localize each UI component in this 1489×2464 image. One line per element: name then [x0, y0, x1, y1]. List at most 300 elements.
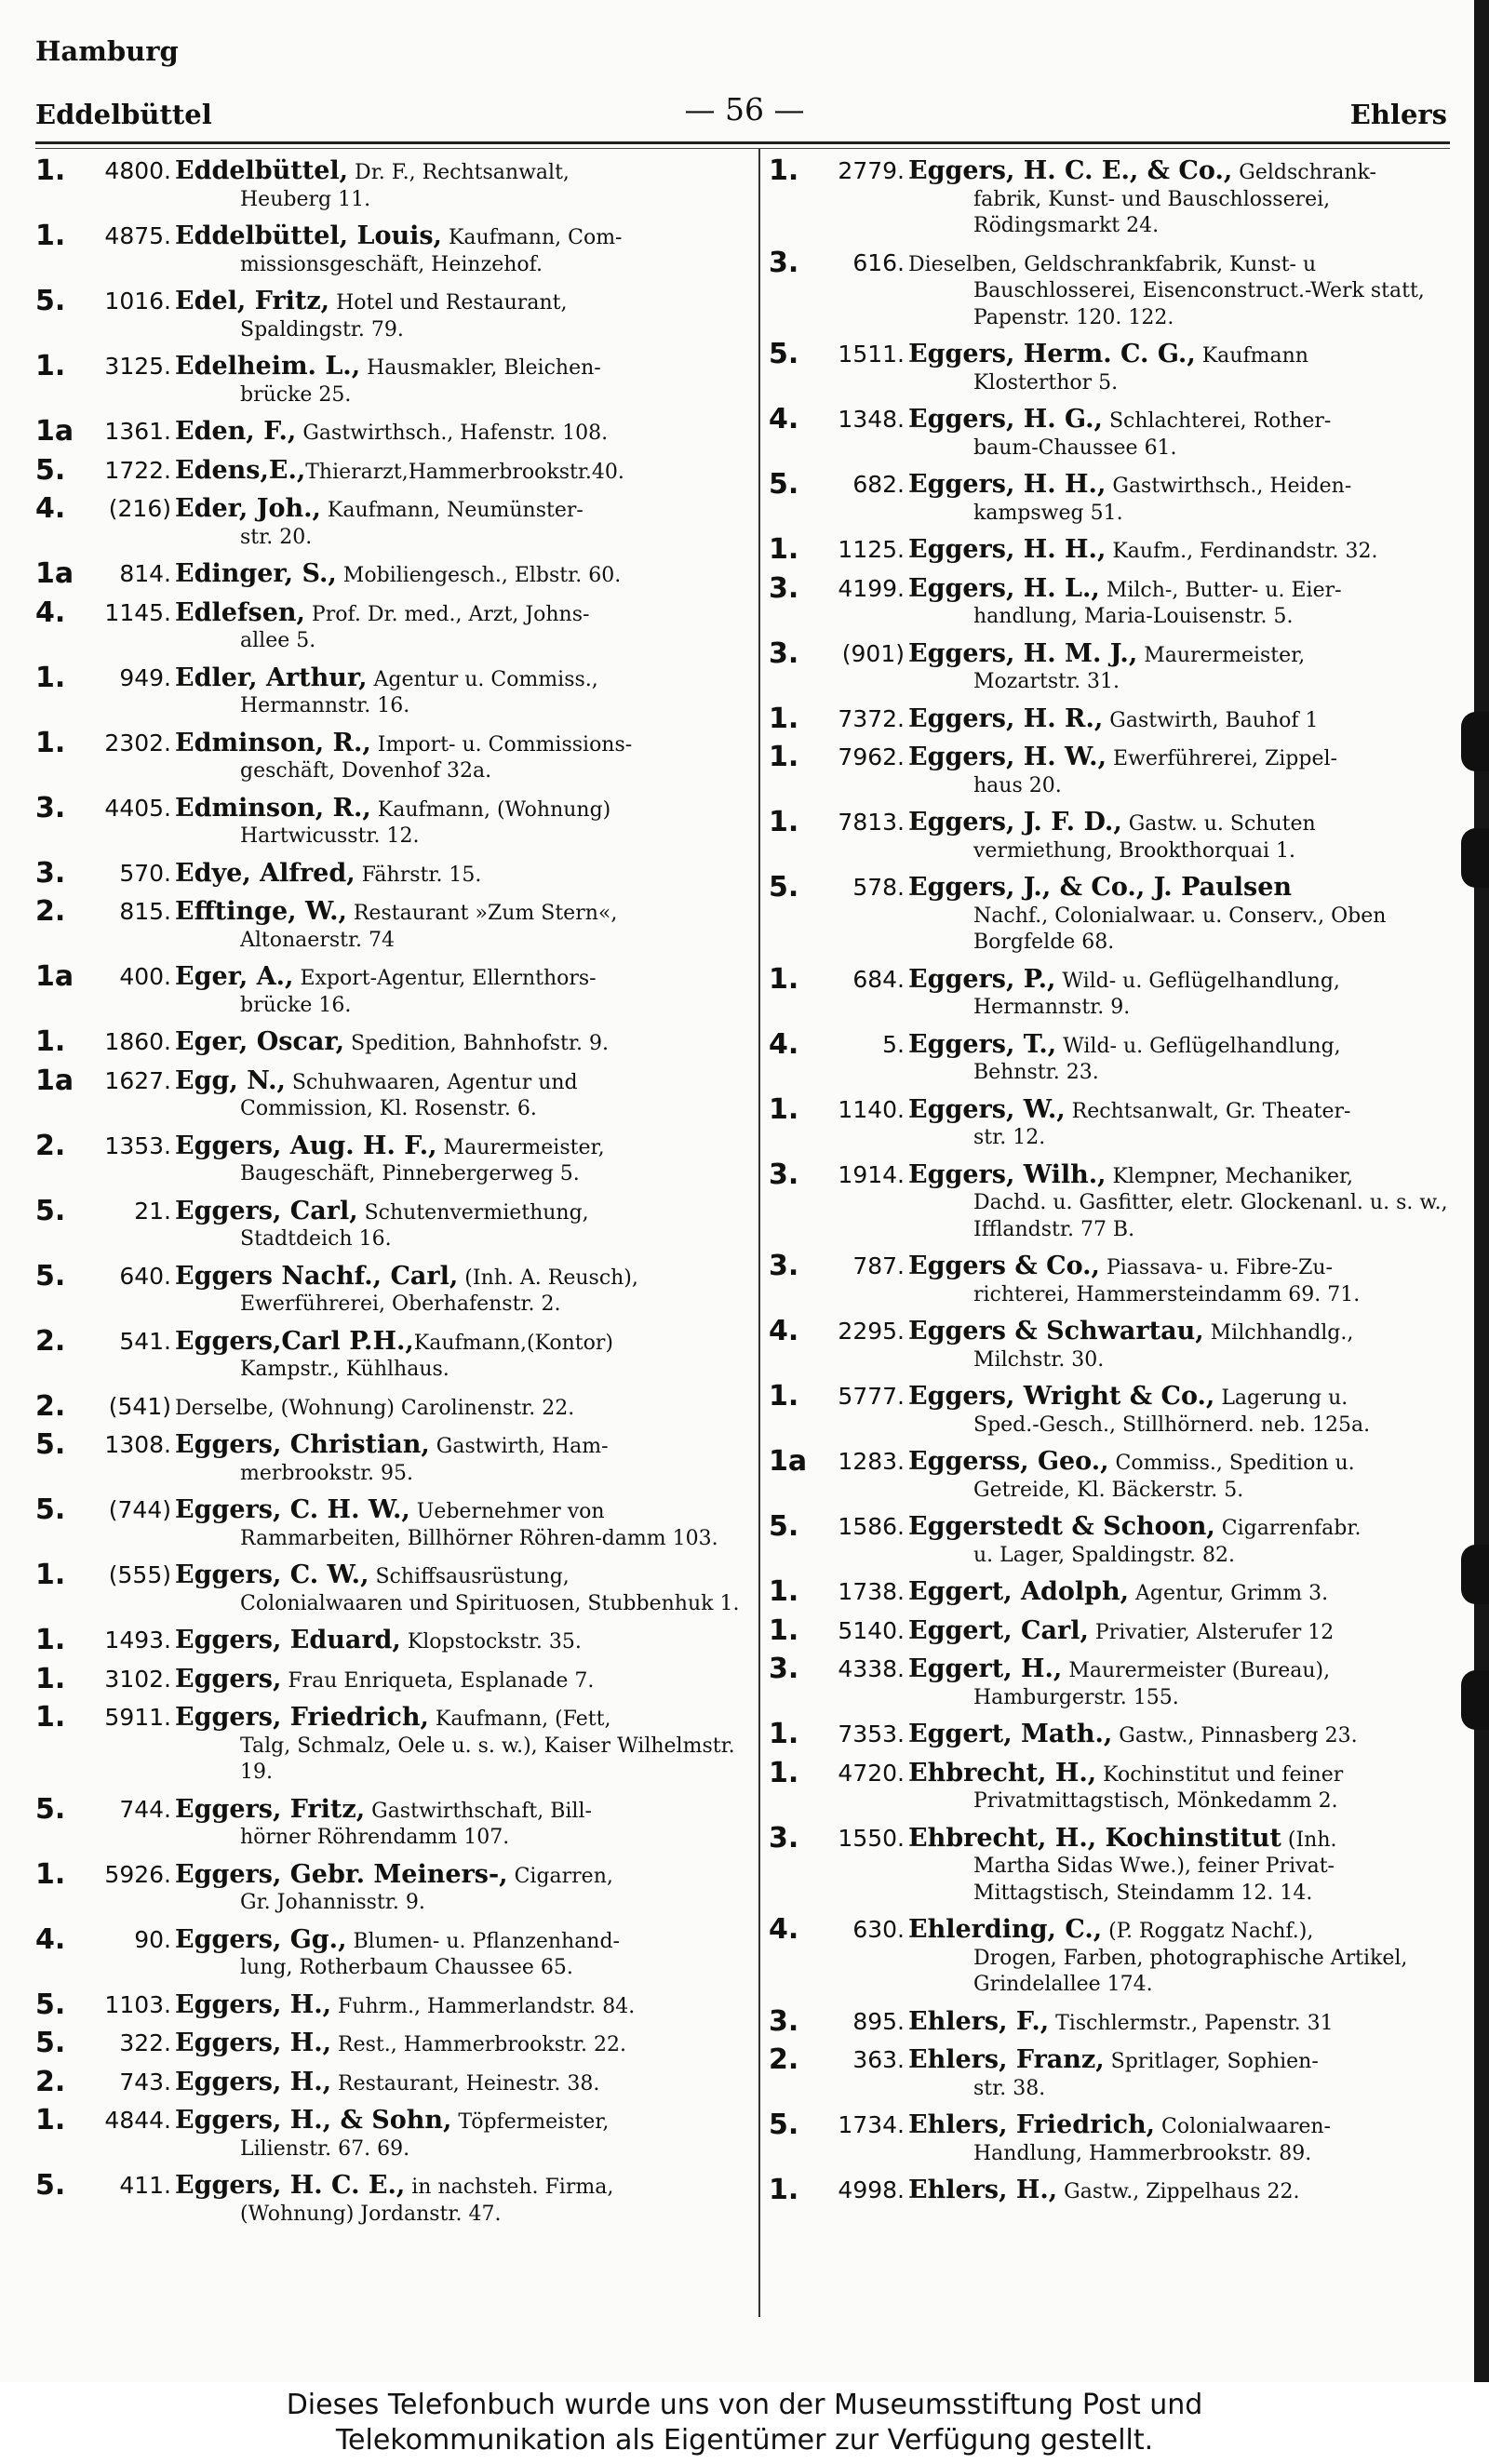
exchange-code: 3. [769, 1250, 799, 1282]
entry-first-line [175, 597, 590, 627]
entry-continuation: Sped.-Gesch., Stillhörnerd. neb. 125a. [973, 1413, 1371, 1437]
directory-entry [32, 1129, 748, 1188]
directory-entry [32, 1259, 748, 1319]
directory-entry [765, 468, 1454, 527]
subscriber-name: Eggers, H., [175, 2029, 332, 2057]
subscriber-name: Edlefsen, [175, 597, 305, 627]
entry-details: Spedition, Bahnhofstr. 9. [344, 1032, 609, 1055]
phone-number: 1125. [838, 536, 905, 563]
phone-number: 895. [852, 2007, 905, 2035]
phone-number: 640. [119, 1262, 171, 1290]
entry-details: (Inh. [1281, 1828, 1337, 1852]
entry-details: Gastw., Pinnasberg 23. [1112, 1724, 1358, 1748]
entry-continuation: Baugeschäft, Pinnebergerweg 5. [240, 1162, 580, 1185]
phone-number: 1493. [104, 1627, 171, 1654]
phone-number: 90. [134, 1925, 171, 1953]
phone-number: 322. [119, 2029, 171, 2056]
exchange-code: 5. [35, 1792, 66, 1826]
subscriber-name: Edens,E., [175, 455, 306, 485]
subscriber-name: Eggers, H., [175, 1989, 332, 2019]
phone-number: 815. [119, 898, 171, 925]
entry-details: Gastwirthschaft, Bill- [365, 1799, 592, 1823]
exchange-code: 1. [769, 1614, 799, 1647]
entry-first-line [175, 494, 584, 523]
entry-first-line [175, 728, 633, 757]
exchange-code: 3. [769, 246, 799, 279]
footer-line-2: Telekommunikation als Eigentümer zur Verfügung gestellt. [335, 2424, 1154, 2457]
directory-entry [32, 1194, 748, 1253]
entry-continuation: vermiethung, Brookthorquai 1. [973, 838, 1295, 863]
subscriber-name: Eggers, Carl, [175, 1196, 358, 1225]
exchange-code: 4. [769, 403, 799, 435]
directory-entry [32, 791, 748, 850]
phone-number: 4199. [838, 574, 905, 602]
exchange-code: 2. [35, 1389, 66, 1423]
entry-details: Maurermeister (Bureau), [1062, 1659, 1331, 1682]
phone-number: 1586. [838, 1513, 905, 1540]
entry-details: Dieselben, Geldschrankfabrik, Kunst- u [908, 252, 1317, 276]
exchange-code: 5. [769, 468, 799, 501]
directory-entry [765, 1158, 1454, 1244]
entry-details: Tischlermstr., Papenstr. 31 [1049, 2011, 1334, 2035]
exchange-code: 1. [35, 1662, 66, 1695]
exchange-code: 3. [769, 1653, 799, 1685]
entry-first-line [175, 1495, 605, 1524]
entry-first-line [175, 352, 601, 381]
entry-first-line [908, 2045, 1319, 2074]
entry-first-line [175, 1065, 578, 1095]
entry-details: Agentur, Grimm 3. [1129, 1582, 1329, 1605]
exchange-code: 5. [35, 1988, 66, 2021]
directory-entry [765, 1718, 1454, 1750]
entry-first-line [908, 1823, 1337, 1853]
directory-entry [32, 1988, 748, 2021]
phone-number: 7813. [838, 809, 905, 836]
entry-first-line [908, 1758, 1344, 1788]
entry-continuation: str. 38. [973, 2076, 1046, 2100]
subscriber-name: Ehlers, Franz, [908, 2045, 1105, 2074]
entry-details: in nachsteh. Firma, [405, 2176, 614, 2199]
entry-details: Prof. Dr. med., Arzt, Johns- [304, 602, 590, 626]
entry-details: Frau Enriqueta, Esplanade 7. [281, 1668, 595, 1693]
entry-first-line [175, 897, 618, 926]
subscriber-name: Eggers, H., [175, 2067, 332, 2096]
subscriber-name: Eggers, Aug. H. F., [175, 1131, 437, 1160]
subscriber-name: Eggers, Gg., [175, 1924, 347, 1954]
directory-entry [32, 960, 748, 1019]
subscriber-name: Eggerss, Geo., [908, 1447, 1109, 1476]
exchange-code: 5. [35, 285, 66, 317]
phone-number: 682. [852, 471, 905, 498]
entry-continuation: Lilienstr. 67. 69. [240, 2136, 410, 2161]
entry-continuation: Hamburgerstr. 155. [973, 1685, 1179, 1709]
phone-number: (216) [108, 495, 171, 522]
phone-number: 1914. [838, 1160, 905, 1188]
phone-number: 1627. [104, 1066, 171, 1094]
directory-entry [32, 856, 748, 890]
entry-details: Cigarren, [507, 1864, 613, 1888]
entry-details: Geldschrank- [1232, 161, 1376, 184]
phone-number: 7353. [838, 1721, 905, 1748]
subscriber-name: Eggers & Co., [908, 1252, 1100, 1280]
phone-number: 1511. [838, 341, 905, 368]
entry-continuation: Stadtdeich 16. [240, 1227, 392, 1251]
subscriber-name: Eggers, H. H., [908, 535, 1107, 564]
entry-first-line [175, 858, 482, 888]
entry-details: Schlachterei, Rother- [1102, 409, 1332, 433]
entry-continuation: Dachd. u. Gasfitter, eletr. Glockenanl. u. s. w., Ifflandstr. 77 B. [973, 1191, 1448, 1241]
directory-entry [32, 596, 748, 655]
entry-continuation: geschäft, Dovenhof 32a. [240, 759, 492, 783]
directory-entry [765, 2109, 1454, 2167]
entry-first-line [908, 2110, 1331, 2139]
entry-first-line [908, 2176, 1300, 2204]
directory-entry [32, 1389, 748, 1423]
phone-number: 5926. [104, 1860, 171, 1888]
exchange-code: 1. [35, 2104, 66, 2136]
exchange-code: 3. [769, 636, 799, 670]
subscriber-name: Eggers, J., & Co., J. Paulsen [908, 873, 1293, 902]
entry-first-line [175, 1664, 595, 1694]
entry-details: Rest., Hammerbrookstr. 22. [331, 2033, 626, 2056]
directory-entry [765, 1913, 1454, 1999]
entry-first-line [908, 808, 1316, 837]
footer-line-1: Dieses Telefonbuch wurde uns von der Museumsstiftung Post und [286, 2389, 1203, 2421]
subscriber-name: Eggers,Carl P.H., [175, 1326, 414, 1356]
phone-number: 4998. [838, 2176, 905, 2203]
exchange-code: 4. [769, 1913, 799, 1946]
entry-details: Wild- u. Geflügelhandlung, [1055, 969, 1340, 993]
phone-number: 400. [119, 963, 171, 990]
directory-entry [765, 1614, 1454, 1647]
directory-entry [765, 1575, 1454, 1608]
exchange-code: 1. [35, 1857, 66, 1891]
subscriber-name: Eggers, Wright & Co., [908, 1382, 1215, 1411]
phone-number: 7962. [838, 743, 905, 770]
entry-first-line [175, 1326, 613, 1356]
phone-number: 3125. [104, 353, 171, 380]
entry-first-line [175, 2106, 610, 2135]
header-last-entry: Ehlers [1349, 99, 1447, 130]
entry-details: Kaufm., Ferdinandstr. 32. [1106, 540, 1378, 563]
entry-details: Klempner, Mechaniker, [1106, 1164, 1354, 1188]
exchange-code: 1a [35, 557, 74, 590]
entry-first-line [908, 1159, 1354, 1189]
exchange-code: 5. [35, 2169, 66, 2202]
header-rule-thin [35, 148, 1450, 149]
entry-first-line [908, 1915, 1314, 1944]
phone-number: 684. [852, 965, 905, 993]
entry-continuation: Hermannstr. 9. [973, 996, 1131, 1019]
exchange-code: 5. [769, 2109, 799, 2141]
directory-entry [32, 1064, 748, 1123]
phone-number: (555) [108, 1561, 171, 1588]
entry-first-line [908, 743, 1337, 771]
entry-first-line [175, 1261, 638, 1291]
directory-entry [765, 2174, 1454, 2206]
exchange-code: 3. [769, 2004, 799, 2038]
entry-continuation: Getreide, Kl. Bäckerstr. 5. [973, 1478, 1244, 1502]
entry-details: Gastwirthsch., Heiden- [1106, 475, 1352, 498]
entry-first-line [908, 156, 1376, 185]
entry-first-line [175, 1626, 582, 1654]
entry-continuation: Colonialwaaren und Spirituosen, Stubbenhuk 1. [240, 1591, 740, 1615]
entry-details: Rechtsanwalt, Gr. Theater- [1065, 1099, 1351, 1123]
register-tab [1461, 828, 1489, 888]
phone-number: 1145. [104, 598, 171, 626]
entry-first-line [175, 1989, 636, 2019]
directory-entry [765, 154, 1454, 240]
entry-first-line [175, 663, 598, 692]
exchange-code: 1. [769, 1380, 799, 1413]
exchange-code: 1a [35, 960, 74, 993]
entry-details: Klopstockstr. 35. [400, 1630, 582, 1654]
exchange-code: 1. [35, 220, 66, 252]
subscriber-name: Eggers, [175, 1664, 282, 1694]
entry-continuation: Commission, Kl. Rosenstr. 6. [240, 1097, 537, 1120]
subscriber-name: Eggers, H. C. E., & Co., [908, 156, 1233, 185]
subscriber-name: Ehbrecht, H., Kochinstitut [908, 1823, 1281, 1853]
directory-entry [765, 962, 1454, 1022]
entry-first-line [175, 1794, 592, 1824]
entry-continuation: Bauschlosserei, Eisenconstruct.-Werk statt, Papenstr. 120. 122. [973, 279, 1425, 329]
entry-continuation: Gr. Johannisstr. 9. [240, 1891, 425, 1914]
entry-first-line [175, 1924, 620, 1954]
entry-details: Mobiliengesch., Elbstr. 60. [336, 564, 622, 587]
entry-details: Fuhrm., Hammerlandstr. 84. [331, 1994, 636, 2018]
entry-details: Gastw., Zippelhaus 22. [1057, 2180, 1300, 2203]
phone-number: 1722. [104, 456, 171, 484]
entry-continuation: Kampstr., Kühlhaus. [240, 1358, 449, 1381]
entry-first-line [175, 793, 611, 823]
directory-entry [765, 246, 1454, 332]
register-tab [1461, 1670, 1489, 1730]
exchange-code: 1. [769, 962, 799, 996]
subscriber-name: Ehlerding, C., [908, 1915, 1103, 1944]
phone-number: 1308. [104, 1431, 171, 1458]
phone-number: 4338. [838, 1655, 905, 1682]
subscriber-name: Efftinge, W., [175, 897, 347, 926]
subscriber-name: Edminson, R., [175, 793, 371, 823]
subscriber-name: Ehlers, F., [908, 2006, 1050, 2036]
subscriber-name: Eger, A., [175, 962, 294, 991]
exchange-code: 1. [35, 350, 66, 382]
exchange-code: 1. [35, 1701, 66, 1734]
subscriber-name: Egg, N., [175, 1065, 286, 1095]
exchange-code: 2. [35, 895, 66, 928]
entry-first-line [175, 1859, 613, 1889]
directory-entry [765, 2043, 1454, 2102]
entry-details: Piassava- u. Fibre-Zu- [1099, 1256, 1333, 1279]
phone-number: 2302. [104, 729, 171, 757]
phone-number: 4720. [838, 1759, 905, 1787]
subscriber-name: Eggers, P., [908, 964, 1056, 994]
register-tab [1461, 1545, 1489, 1604]
directory-entry [32, 895, 748, 954]
entry-details: Wild- u. Geflügelhandlung, [1056, 1034, 1341, 1058]
directory-entry [765, 2004, 1454, 2038]
subscriber-name: Ehlers, Friedrich, [908, 2110, 1156, 2139]
entry-first-line [908, 638, 1306, 668]
exchange-code: 2. [35, 1324, 66, 1358]
entry-first-line [175, 1560, 570, 1589]
subscriber-name: Eger, Oscar, [175, 1027, 345, 1056]
entry-details: Schiffsausrüstung, [369, 1565, 570, 1588]
entry-continuation: kampsweg 51. [973, 501, 1123, 525]
entry-continuation: lung, Rotherbaum Chaussee 65. [240, 1956, 573, 1979]
exchange-code: 3. [769, 1821, 799, 1855]
phone-number: 1103. [104, 1990, 171, 2018]
phone-number: 1734. [838, 2111, 905, 2138]
subscriber-name: Eggers, H. C. E., [175, 2171, 406, 2200]
phone-number: 5777. [838, 1383, 905, 1410]
directory-entry [765, 1027, 1454, 1087]
phone-number: 2779. [838, 157, 905, 184]
directory-entry [32, 1025, 748, 1058]
entry-first-line [908, 253, 1316, 276]
entry-continuation: Talg, Schmalz, Oele u. s. w.), Kaiser Wilhelmstr. 19. [240, 1734, 735, 1784]
entry-details: Colonialwaaren- [1155, 2115, 1331, 2138]
entry-details: Agentur u. Commiss., [367, 667, 598, 691]
directory-entry [765, 1653, 1454, 1711]
entry-continuation: hörner Röhrendamm 107. [240, 1826, 510, 1849]
directory-entry [765, 1510, 1454, 1569]
entry-continuation: Milchstr. 30. [973, 1347, 1105, 1372]
exchange-code: 1. [35, 1559, 66, 1591]
entry-first-line [908, 873, 1293, 902]
directory-entry [765, 806, 1454, 864]
directory-entry [765, 571, 1454, 631]
directory-entry [765, 403, 1454, 462]
entry-continuation: haus 20. [973, 773, 1062, 797]
entry-first-line [175, 287, 568, 315]
directory-entry [32, 350, 748, 408]
exchange-code: 5. [35, 1259, 66, 1292]
entry-details: Kaufmann, Com- [441, 226, 623, 249]
entry-first-line [175, 2067, 600, 2096]
phone-number: 5. [882, 1030, 905, 1058]
entry-details: Privatier, Alsterufer 12 [1088, 1620, 1335, 1644]
directory-entry [32, 1922, 748, 1982]
entry-continuation: richterei, Hammersteindamm 69. 71. [973, 1282, 1361, 1306]
entry-details: Kaufmann, Neumünster- [320, 499, 584, 522]
directory-entry [765, 636, 1454, 696]
phone-number: 2295. [838, 1318, 905, 1345]
phone-number: 1140. [838, 1095, 905, 1123]
subscriber-name: Edel, Fritz, [175, 287, 330, 315]
entry-details: Cigarrenfabr. [1214, 1517, 1362, 1540]
phone-number: 1016. [104, 288, 171, 315]
entry-details: Commiss., Spedition u. [1108, 1452, 1355, 1475]
entry-details: Gastwirth, Bauhof 1 [1103, 708, 1319, 732]
entry-continuation: (Wohnung) Jordanstr. 47. [240, 2202, 502, 2226]
phone-number: 4800. [104, 157, 171, 184]
entry-details: Import- u. Commissions- [370, 732, 633, 757]
exchange-code: 1. [769, 702, 799, 735]
directory-entry [32, 1624, 748, 1656]
phone-number: 1550. [838, 1824, 905, 1852]
entry-continuation: allee 5. [240, 629, 316, 652]
entry-details: Milchhandlg., [1203, 1321, 1354, 1345]
directory-entry [765, 1756, 1454, 1815]
entry-first-line [908, 405, 1332, 434]
entry-details: Maurermeister, [1137, 643, 1306, 667]
phone-number: 1860. [104, 1028, 171, 1055]
subscriber-name: Eggers, H. G., [908, 405, 1103, 434]
entry-details: Kaufmann [1195, 344, 1308, 368]
directory-entry [32, 1428, 748, 1487]
phone-number: 787. [852, 1252, 905, 1279]
directory-entry [32, 1857, 748, 1917]
entry-first-line [175, 1196, 589, 1225]
phone-number: 1348. [838, 406, 905, 433]
entry-first-line [908, 340, 1308, 368]
exchange-code: 4. [769, 1315, 799, 1347]
entry-continuation: missionsgeschäft, Heinzehof. [240, 252, 543, 276]
entry-details: Ewerführerei, Zippel- [1106, 747, 1337, 770]
subscriber-name: Eddelbüttel, Louis, [175, 221, 442, 250]
exchange-code: 1. [35, 1025, 66, 1058]
phone-number: 3102. [104, 1665, 171, 1693]
entry-first-line [175, 1131, 605, 1160]
directory-entry [765, 1445, 1454, 1504]
subscriber-name: Eggers, J. F. D., [908, 808, 1122, 837]
subscriber-name: Eggers & Schwartau, [908, 1317, 1204, 1346]
exchange-code: 2. [769, 2043, 799, 2076]
phone-number: 743. [119, 2068, 171, 2096]
exchange-code: 1. [35, 154, 66, 187]
entry-details: Derselbe, (Wohnung) Carolinenstr. 22. [175, 1396, 575, 1420]
directory-entry [32, 726, 748, 785]
entry-continuation: Ewerführerei, Oberhafenstr. 2. [240, 1292, 561, 1316]
entry-details: Lagerung u. [1214, 1386, 1348, 1410]
entry-continuation: Heuberg 11. [240, 187, 371, 211]
entry-first-line [908, 964, 1340, 994]
directory-entry [765, 1250, 1454, 1308]
entry-first-line [175, 2029, 626, 2057]
exchange-code: 1. [769, 533, 799, 566]
entry-continuation: u. Lager, Spaldingstr. 82. [973, 1543, 1235, 1567]
footer-notice [0, 2382, 1489, 2464]
exchange-code: 1. [35, 726, 66, 759]
entry-first-line [175, 1703, 611, 1732]
exchange-code: 1. [769, 1718, 799, 1750]
entry-first-line [908, 1577, 1329, 1606]
subscriber-name: Eggers, H., & Sohn, [175, 2106, 452, 2135]
entry-continuation: Behnstr. 23. [973, 1061, 1099, 1084]
subscriber-name: Eggert, Adolph, [908, 1577, 1130, 1606]
subscriber-name: Edler, Arthur, [175, 663, 368, 692]
subscriber-name: Eggers, Gebr. Meiners-, [175, 1859, 508, 1889]
entry-continuation: str. 20. [240, 525, 313, 549]
header-city: Hamburg [35, 35, 179, 67]
directory-entry [765, 702, 1454, 735]
exchange-code: 1. [769, 741, 799, 773]
subscriber-name: Eggers, H. H., [908, 470, 1107, 499]
directory-entry [32, 1324, 748, 1384]
entry-details: Uebernehmer von [409, 1500, 605, 1523]
subscriber-name: Eggers, C. W., [175, 1560, 369, 1589]
entry-first-line [908, 1512, 1362, 1541]
phone-number: (541) [108, 1392, 171, 1420]
entry-details: Gastwirthsch., Hafenstr. 108. [296, 422, 609, 445]
phone-number: 7372. [838, 704, 905, 732]
entry-details: Dr. F., Rechtsanwalt, [348, 161, 570, 184]
entry-continuation: str. 12. [973, 1126, 1046, 1149]
phone-number: 630. [852, 1916, 905, 1943]
directory-entry [32, 1493, 748, 1552]
entry-first-line [908, 1720, 1358, 1748]
